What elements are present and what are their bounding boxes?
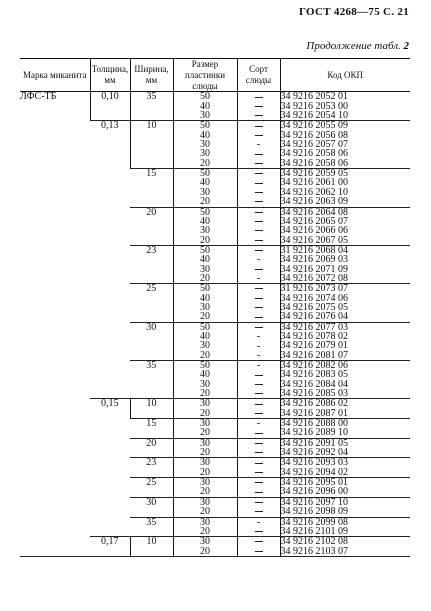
okp-code-cell: [280, 419, 410, 439]
mica-grade-value: [238, 439, 280, 448]
plate-size-value: 40: [200, 101, 210, 112]
okp-code-cell: [280, 245, 410, 283]
thickness-value: 0,13: [101, 121, 119, 131]
okp-code-cell: [280, 399, 410, 419]
width-cell: [130, 399, 173, 419]
okp-code-cell: [280, 121, 410, 169]
plate-size-value: 30: [200, 149, 210, 159]
dot-mark: [257, 144, 260, 145]
okp-code-value: 34 9216 2092 04: [280, 448, 348, 458]
okp-code-value: 34 9216 2059 05: [280, 169, 348, 179]
width-cell: [130, 207, 173, 245]
dash-mark: [255, 163, 263, 164]
mica-grade-value: [238, 361, 280, 370]
plate-size-value: 40: [200, 293, 210, 303]
dash-mark: [255, 201, 263, 202]
dash-mark: [255, 375, 263, 376]
mica-grade-value: [238, 159, 280, 168]
plate-size-value: 30: [200, 187, 210, 198]
plate-size-value: 30: [200, 517, 210, 527]
plate-size-cell: [173, 399, 237, 419]
dash-mark: [255, 492, 263, 493]
plate-size-value: 20: [200, 389, 210, 399]
okp-code-value: 34 9216 2069 03: [280, 255, 348, 265]
mica-grade-cell: [237, 438, 280, 458]
plate-size-value: 40: [200, 255, 210, 265]
okp-code-cell: [280, 478, 410, 498]
thickness-value: 0,15: [101, 399, 119, 409]
mica-grade-value: [238, 121, 280, 130]
plate-size-cell: [173, 361, 237, 399]
okp-code-value: 34 9216 2076 04: [280, 312, 348, 322]
okp-code-value: 34 9216 2088 00: [280, 419, 348, 429]
plate-size-cell: [173, 458, 237, 478]
mica-grade-value: [238, 188, 280, 197]
mica-grade-cell: [237, 121, 280, 169]
mica-grade-value: [238, 507, 280, 516]
mica-grade-value: [238, 197, 280, 206]
okp-code-value: 34 9216 2062 10: [280, 187, 348, 198]
okp-code-value: 34 9216 2079 01: [280, 341, 348, 351]
dot-mark: [257, 365, 260, 366]
okp-code-value: 34 9216 2074 06: [280, 293, 348, 303]
width-value: 25: [146, 478, 157, 488]
dash-mark: [255, 502, 263, 503]
plate-size-value: 20: [200, 428, 210, 438]
mica-grade-value: [238, 131, 280, 140]
okp-code-cell: [280, 497, 410, 517]
mica-grade-value: [238, 312, 280, 321]
mark-value: ЛФС-ТБ: [20, 92, 57, 102]
okp-code-cell: [280, 169, 410, 207]
okp-code-value: 34 9216 2077 03: [280, 322, 348, 332]
width-cell: [130, 478, 173, 498]
col-header-width: Ширина, мм: [130, 59, 173, 92]
okp-code-value: 34 9216 2098 09: [280, 507, 348, 517]
plate-size-value: 50: [200, 245, 210, 256]
mica-grade-value: [238, 399, 280, 408]
okp-code-value: 34 9216 2065 07: [280, 216, 348, 227]
dash-mark: [255, 183, 263, 184]
mica-grade-value: [238, 169, 280, 178]
okp-code-value: 34 9216 2103 07: [280, 546, 348, 556]
width-cell: [130, 419, 173, 439]
mica-grade-value: [238, 498, 280, 507]
okp-code-value: 34 9216 2094 02: [280, 467, 348, 478]
okp-code-value: 34 9216 2089 10: [280, 428, 348, 438]
dot-mark: [257, 336, 260, 337]
plate-size-cell: [173, 478, 237, 498]
mica-grade-value: [238, 284, 280, 293]
mica-grade-value: [238, 323, 280, 332]
plate-size-value: 30: [200, 302, 210, 313]
plate-size-value: 50: [200, 322, 210, 332]
okp-code-value: 34 9216 2093 03: [280, 458, 348, 468]
okp-code-value: 34 9216 2063 09: [280, 197, 348, 207]
mica-grade-value: [238, 380, 280, 389]
plate-size-value: 50: [200, 207, 210, 217]
dash-mark: [255, 551, 263, 552]
plate-size-value: 30: [200, 497, 210, 508]
okp-code-value: 34 9216 2087 01: [280, 408, 348, 419]
dash-mark: [255, 230, 263, 231]
okp-code-value: 34 9216 2101 09: [280, 526, 348, 537]
thickness-value: 0,10: [101, 92, 119, 102]
dash-mark: [255, 288, 263, 289]
plate-size-value: 40: [200, 178, 210, 188]
dash-mark: [255, 433, 263, 434]
thickness-cell: [90, 399, 130, 537]
mica-grade-value: [238, 246, 280, 255]
okp-code-cell: [280, 207, 410, 245]
width-value: 10: [146, 537, 157, 547]
okp-code-value: 34 9216 2095 01: [280, 478, 348, 488]
okp-code-value: 34 9216 2084 04: [280, 379, 348, 390]
okp-code-value: 34 9216 2081 07: [280, 350, 348, 361]
width-cell: [130, 361, 173, 399]
col-header-mark: Марка миканита: [20, 59, 90, 92]
mica-grade-value: [238, 274, 280, 283]
dash-mark: [255, 443, 263, 444]
width-cell: [130, 322, 173, 360]
width-value: 10: [146, 121, 157, 131]
plate-size-value: 30: [200, 111, 210, 121]
okp-code-value: 31 9216 2073 07: [280, 284, 348, 294]
thickness-value: 0,17: [101, 537, 119, 547]
mica-grade-value: [238, 149, 280, 158]
mica-grade-cell: [237, 458, 280, 478]
dash-mark: [255, 307, 263, 308]
dash-mark: [255, 115, 263, 116]
table-row: [20, 92, 410, 121]
dash-mark: [255, 250, 263, 251]
plate-size-value: 50: [200, 169, 210, 179]
dot-mark: [257, 259, 260, 260]
plate-size-value: 20: [200, 235, 210, 245]
plate-size-value: 20: [200, 507, 210, 517]
width-value: 23: [146, 458, 157, 468]
plate-size-value: 50: [200, 284, 210, 294]
width-cell: [130, 245, 173, 283]
dash-mark: [255, 531, 263, 532]
plate-size-value: 50: [200, 361, 210, 371]
plate-size-cell: [173, 419, 237, 439]
dash-mark: [255, 482, 263, 483]
mica-grade-value: [238, 487, 280, 496]
plate-size-value: 20: [200, 487, 210, 497]
okp-code-value: 34 9216 2071 09: [280, 264, 348, 274]
plate-size-value: 20: [200, 197, 210, 207]
dash-mark: [255, 384, 263, 385]
dash-mark: [255, 212, 263, 213]
mica-grade-value: [238, 294, 280, 303]
width-value: 25: [146, 284, 157, 294]
width-value: 23: [146, 245, 157, 256]
dash-mark: [255, 541, 263, 542]
col-header-thickness: Толщина, мм: [90, 59, 130, 92]
mica-grade-value: [238, 478, 280, 487]
width-cell: [130, 517, 173, 537]
width-value: 15: [146, 419, 157, 429]
dash-mark: [255, 317, 263, 318]
okp-code-value: 34 9216 2097 10: [280, 497, 348, 508]
mica-grade-value: [238, 217, 280, 226]
mica-grade-value: [238, 370, 280, 379]
dash-mark: [255, 126, 263, 127]
okp-code-value: 34 9216 2091 05: [280, 438, 348, 449]
plate-size-cell: [173, 517, 237, 537]
mica-grade-value: [238, 303, 280, 312]
mica-grade-value: [238, 389, 280, 398]
dash-mark: [255, 393, 263, 394]
width-value: 20: [146, 438, 157, 449]
okp-code-value: 34 9216 2085 03: [280, 389, 348, 399]
thickness-cell: [90, 537, 130, 557]
width-value: 35: [146, 361, 157, 371]
continuation-number: 2: [403, 40, 409, 52]
plate-size-value: 20: [200, 526, 210, 537]
dot-mark: [257, 346, 260, 347]
mica-grade-value: [238, 419, 280, 428]
plate-size-value: 20: [200, 408, 210, 419]
thickness-cell: [90, 92, 130, 121]
dash-mark: [255, 154, 263, 155]
okp-code-value: 34 9216 2055 09: [280, 121, 348, 131]
okp-code-cell: [280, 517, 410, 537]
plate-size-value: 40: [200, 216, 210, 227]
plate-size-cell: [173, 207, 237, 245]
dot-mark: [257, 522, 260, 523]
width-cell: [130, 537, 173, 557]
mica-grade-value: [238, 518, 280, 527]
plate-size-cell: [173, 245, 237, 283]
width-cell: [130, 284, 173, 322]
plate-size-cell: [173, 92, 237, 121]
col-header-plate-size: Размер пластинки слюды: [173, 59, 237, 92]
dash-mark: [255, 452, 263, 453]
okp-code-cell: [280, 92, 410, 121]
dot-mark: [257, 278, 260, 279]
dash-mark: [255, 298, 263, 299]
dash-mark: [255, 472, 263, 473]
mica-grade-value: [238, 178, 280, 187]
col-header-okp-code: Код ОКП: [280, 59, 410, 92]
okp-code-cell: [280, 537, 410, 557]
dash-mark: [255, 173, 263, 174]
plate-size-cell: [173, 537, 237, 557]
okp-code-value: 34 9216 2056 08: [280, 130, 348, 141]
okp-code-value: 34 9216 2086 02: [280, 399, 348, 409]
plate-size-value: 20: [200, 467, 210, 478]
width-cell: [130, 169, 173, 207]
mica-grade-cell: [237, 169, 280, 207]
table-body: [20, 92, 410, 557]
okp-code-value: 34 9216 2058 06: [280, 158, 348, 169]
mica-grade-cell: [237, 207, 280, 245]
page-header: ГОСТ 4268—75 С. 21: [298, 6, 409, 18]
plate-size-value: 50: [200, 92, 210, 102]
okp-code-value: 34 9216 2054 10: [280, 111, 348, 121]
dash-mark: [255, 511, 263, 512]
okp-code-value: 34 9216 2058 06: [280, 149, 348, 159]
plate-size-value: 40: [200, 370, 210, 380]
okp-code-value: 34 9216 2064 08: [280, 207, 348, 217]
plate-size-cell: [173, 322, 237, 360]
mica-grade-value: [238, 547, 280, 556]
plate-size-value: 40: [200, 331, 210, 342]
plate-size-value: 20: [200, 312, 210, 322]
plate-size-value: 20: [200, 448, 210, 458]
plate-size-value: 20: [200, 546, 210, 556]
plate-size-value: 30: [200, 438, 210, 449]
mica-grade-value: [238, 448, 280, 457]
dash-mark: [255, 221, 263, 222]
width-cell: [130, 121, 173, 169]
plate-size-value: 30: [200, 537, 210, 547]
okp-code-value: 34 9216 2082 06: [280, 361, 348, 371]
table-continuation-label: [306, 40, 409, 52]
mica-grade-value: [238, 537, 280, 546]
mica-grade-value: [238, 255, 280, 264]
okp-code-value: 34 9216 2061 00: [280, 178, 348, 188]
plate-size-value: 40: [200, 130, 210, 141]
mica-grade-cell: [237, 92, 280, 121]
mica-grade-cell: [237, 284, 280, 322]
width-value: 15: [146, 169, 157, 179]
plate-size-value: 50: [200, 121, 210, 131]
okp-code-cell: [280, 322, 410, 360]
dot-mark: [257, 423, 260, 424]
dash-mark: [255, 404, 263, 405]
mica-grade-cell: [237, 497, 280, 517]
plate-size-cell: [173, 169, 237, 207]
okp-code-cell: [280, 458, 410, 478]
mica-grade-value: [238, 208, 280, 217]
dot-mark: [257, 355, 260, 356]
okp-code-value: 34 9216 2067 05: [280, 235, 348, 245]
plate-size-value: 30: [200, 226, 210, 236]
mica-grade-value: [238, 102, 280, 111]
width-value: 35: [146, 517, 157, 527]
mica-grade-value: [238, 236, 280, 245]
mark-cell: [20, 92, 90, 557]
dash-mark: [255, 240, 263, 241]
mica-grade-cell: [237, 245, 280, 283]
thickness-cell: [90, 121, 130, 399]
mica-grade-cell: [237, 361, 280, 399]
width-value: 10: [146, 399, 157, 409]
okp-code-value: 31 9216 2068 04: [280, 245, 348, 256]
width-value: 30: [146, 497, 157, 508]
mica-grade-value: [238, 332, 280, 341]
mica-grade-cell: [237, 399, 280, 419]
width-value: 20: [146, 207, 157, 217]
mica-grade-value: [238, 527, 280, 536]
data-table: [20, 58, 410, 557]
width-cell: [130, 438, 173, 458]
dash-mark: [255, 269, 263, 270]
dash-mark: [255, 463, 263, 464]
okp-code-cell: [280, 284, 410, 322]
okp-code-cell: [280, 361, 410, 399]
okp-code-value: 34 9216 2072 08: [280, 273, 348, 284]
okp-code-value: 34 9216 2075 05: [280, 302, 348, 313]
mica-grade-value: [238, 409, 280, 418]
width-value: 30: [146, 322, 157, 332]
mica-grade-value: [238, 468, 280, 477]
okp-code-value: 34 9216 2099 08: [280, 517, 348, 527]
width-cell: [130, 92, 173, 121]
mica-grade-value: [238, 265, 280, 274]
okp-code-value: 34 9216 2053 00: [280, 101, 348, 112]
okp-code-value: 34 9216 2102 08: [280, 537, 348, 547]
dash-mark: [255, 192, 263, 193]
okp-code-value: 34 9216 2096 00: [280, 487, 348, 497]
plate-size-value: 30: [200, 458, 210, 468]
mica-grade-cell: [237, 322, 280, 360]
plate-size-value: 30: [200, 419, 210, 429]
plate-size-value: 30: [200, 264, 210, 274]
plate-size-value: 20: [200, 350, 210, 361]
mica-grade-value: [238, 111, 280, 120]
okp-code-value: 34 9216 2057 07: [280, 140, 348, 150]
plate-size-value: 30: [200, 341, 210, 351]
okp-code-cell: [280, 438, 410, 458]
dash-mark: [255, 327, 263, 328]
width-cell: [130, 497, 173, 517]
okp-code-value: 34 9216 2066 06: [280, 226, 348, 236]
okp-code-value: 34 9216 2052 01: [280, 92, 348, 102]
mica-grade-value: [238, 428, 280, 437]
dash-mark: [255, 97, 263, 98]
mica-grade-cell: [237, 419, 280, 439]
plate-size-cell: [173, 121, 237, 169]
width-cell: [130, 458, 173, 478]
dash-mark: [255, 135, 263, 136]
mica-grade-cell: [237, 517, 280, 537]
plate-size-value: 30: [200, 478, 210, 488]
mica-grade-value: [238, 140, 280, 149]
dash-mark: [255, 106, 263, 107]
okp-code-value: 34 9216 2078 02: [280, 331, 348, 342]
mica-grade-value: [238, 92, 280, 101]
mica-grade-cell: [237, 537, 280, 557]
plate-size-value: 30: [200, 399, 210, 409]
plate-size-value: 30: [200, 379, 210, 390]
plate-size-value: 20: [200, 158, 210, 169]
plate-size-cell: [173, 497, 237, 517]
width-value: 35: [146, 92, 157, 102]
continuation-prefix: Продолжение табл.: [306, 40, 401, 52]
dash-mark: [255, 413, 263, 414]
mica-grade-value: [238, 226, 280, 235]
mica-grade-value: [238, 351, 280, 360]
table-header-row: [20, 59, 410, 92]
mica-grade-value: [238, 341, 280, 350]
col-header-mica-grade: Сорт слюды: [237, 59, 280, 92]
okp-code-value: 34 9216 2083 05: [280, 370, 348, 380]
mica-grade-value: [238, 458, 280, 467]
plate-size-cell: [173, 284, 237, 322]
plate-size-value: 30: [200, 140, 210, 150]
plate-size-value: 20: [200, 273, 210, 284]
mica-grade-cell: [237, 478, 280, 498]
plate-size-cell: [173, 438, 237, 458]
